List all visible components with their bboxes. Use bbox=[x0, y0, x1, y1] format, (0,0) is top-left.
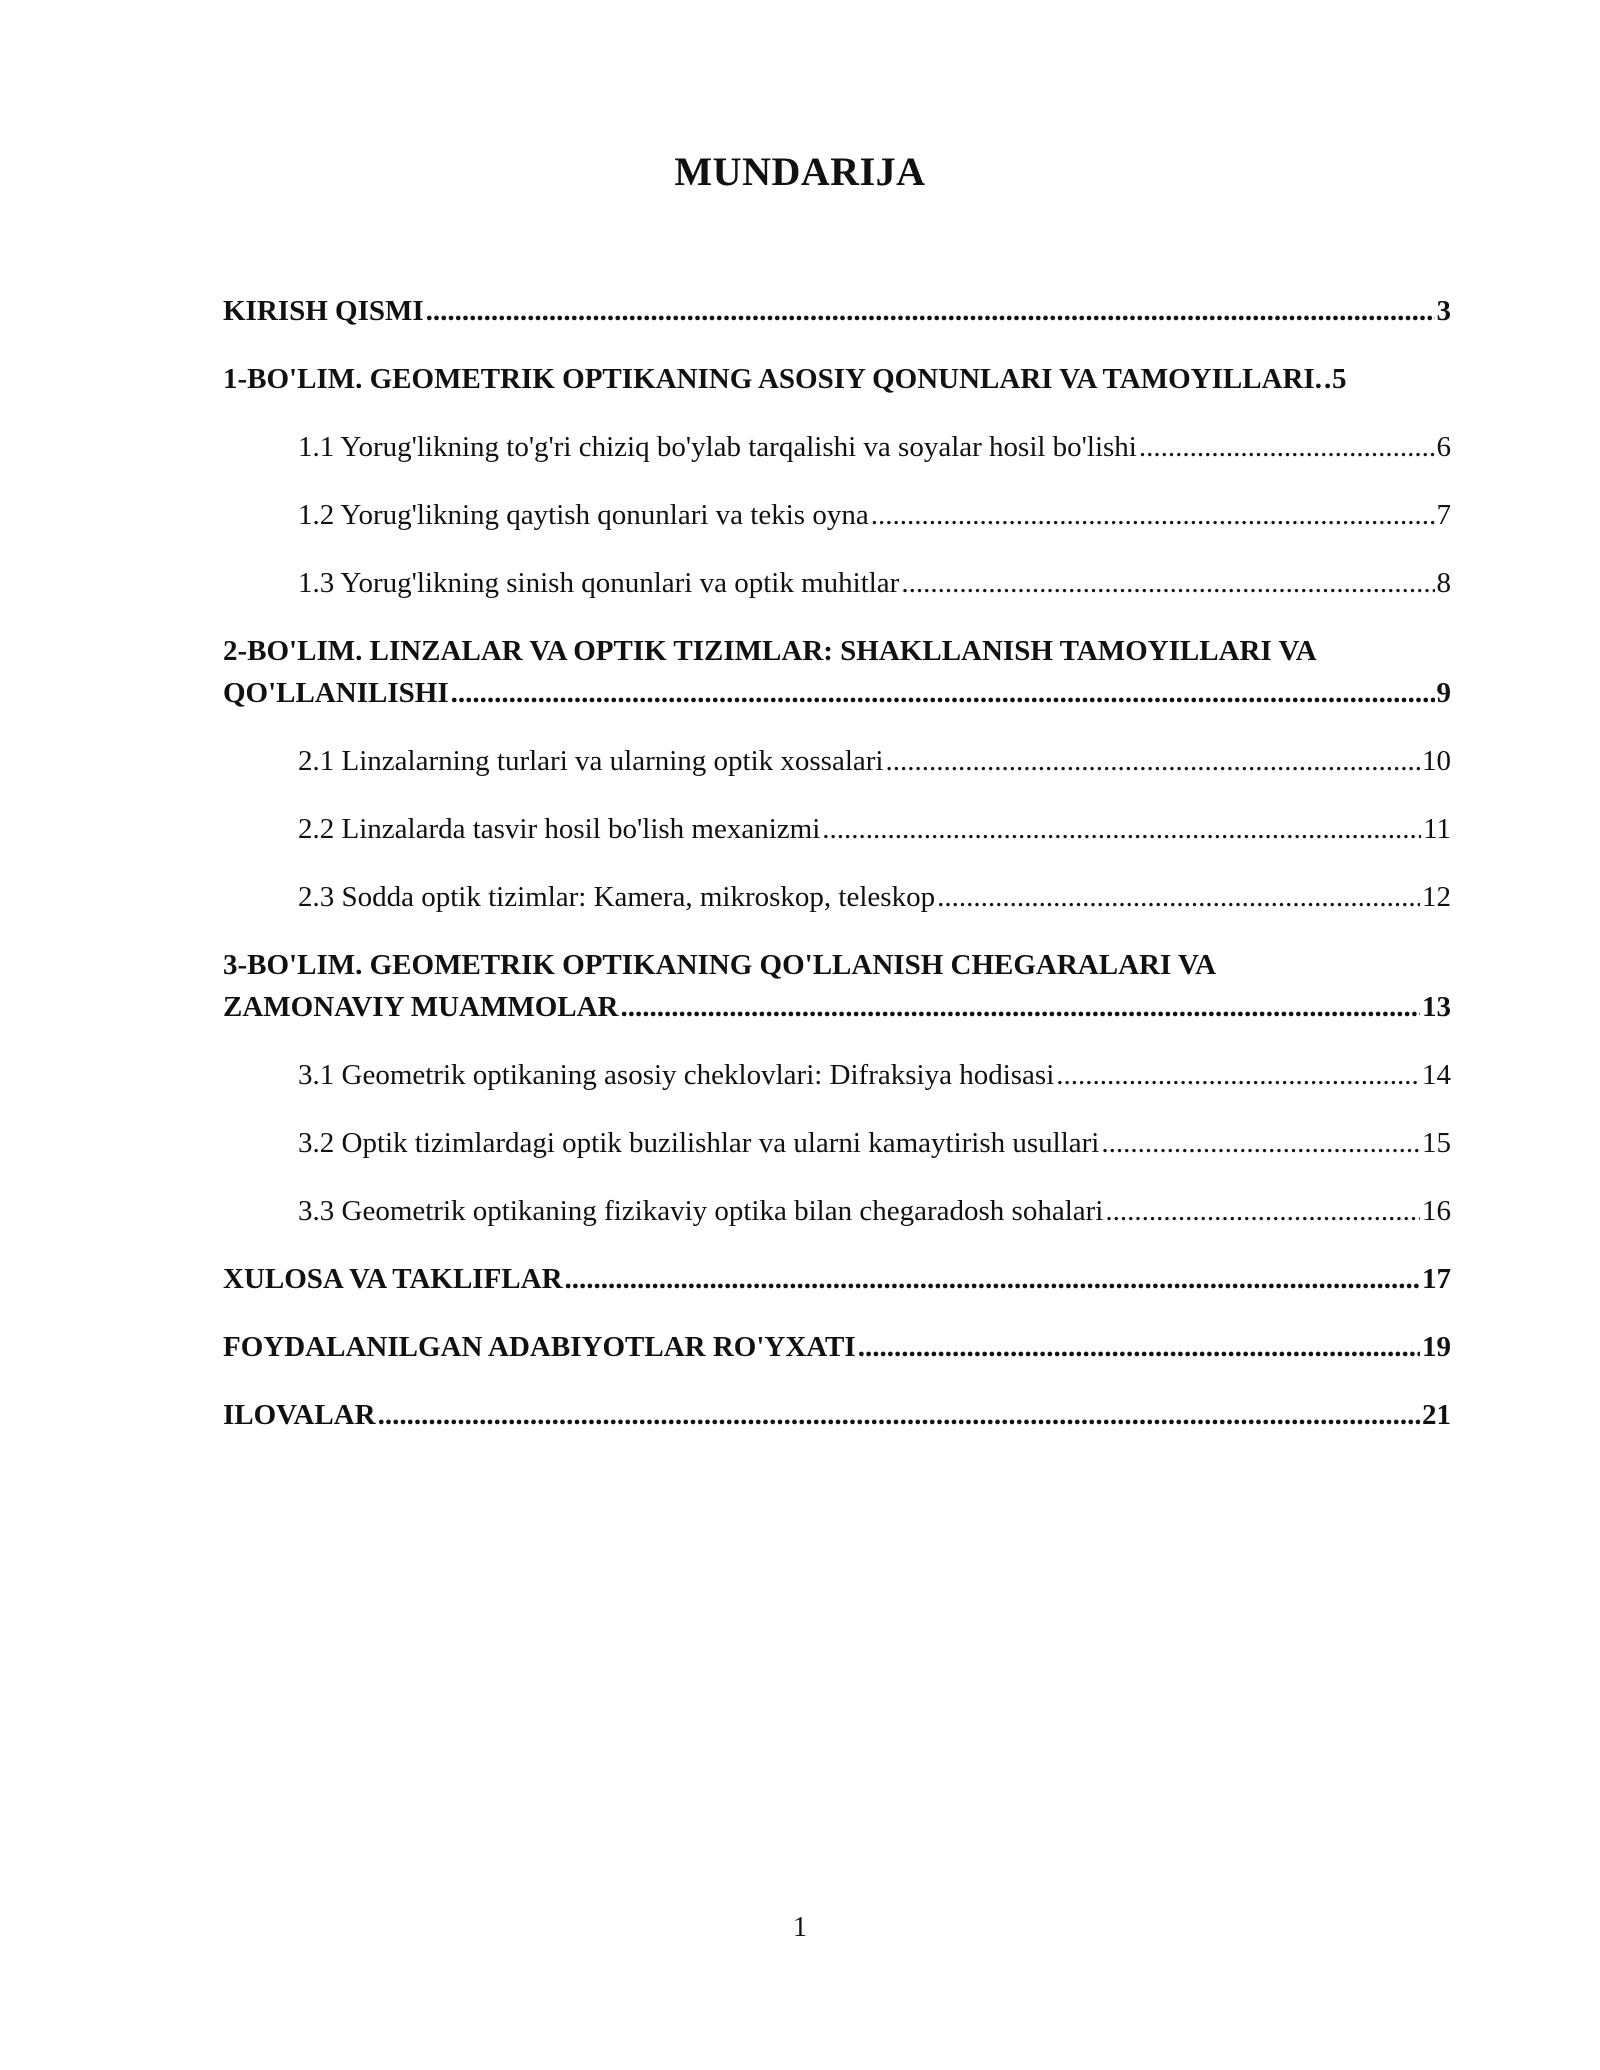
toc-entry-bolim-3[interactable] bbox=[223, 944, 1451, 1028]
toc-entry-text: 1.3 Yorug'likning sinish qonunlari va optik muhitlar bbox=[298, 567, 900, 599]
toc-entry-text: 2.3 Sodda optik tizimlar: Kamera, mikroskop, teleskop bbox=[298, 881, 936, 913]
toc-entry-text: 2.1 Linzalarning turlari va ularning optik xossalari bbox=[298, 745, 884, 777]
toc-entry-text: XULOSA VA TAKLIFLAR bbox=[223, 1263, 563, 1295]
toc-entry-1-1[interactable] bbox=[223, 426, 1451, 468]
dot-leader bbox=[1105, 1190, 1420, 1232]
dot-leader bbox=[378, 1394, 1420, 1436]
dot-leader bbox=[426, 290, 1435, 332]
dot-leader bbox=[885, 740, 1420, 782]
toc-entry-bolim-1[interactable] bbox=[223, 358, 1451, 400]
toc-entry-kirish[interactable] bbox=[223, 290, 1451, 332]
dot-leader bbox=[871, 494, 1435, 536]
toc-page-number: 19 bbox=[1422, 1331, 1451, 1363]
toc-entry-3-1[interactable] bbox=[223, 1054, 1451, 1096]
toc-page-number: 12 bbox=[1422, 881, 1451, 913]
toc-page-number: 9 bbox=[1436, 677, 1451, 709]
dot-leader bbox=[1139, 426, 1435, 468]
toc-page-number: 10 bbox=[1422, 745, 1451, 777]
toc-page-number: 15 bbox=[1422, 1127, 1451, 1159]
toc-entry-xulosa[interactable] bbox=[223, 1258, 1451, 1300]
toc-entry-2-2[interactable] bbox=[223, 808, 1451, 850]
toc-entry-1-3[interactable] bbox=[223, 562, 1451, 604]
toc-entry-2-3[interactable] bbox=[223, 876, 1451, 918]
toc-entry-bolim-2[interactable] bbox=[223, 630, 1451, 714]
toc-entry-text: 1.2 Yorug'likning qaytish qonunlari va tekis oyna bbox=[298, 499, 869, 531]
dot-leader bbox=[1056, 1054, 1420, 1096]
toc-entry-text-line1: 2-BO'LIM. LINZALAR VA OPTIK TIZIMLAR: SHAKLLANISH TAMOYILLARI VA bbox=[223, 635, 1317, 667]
toc-entry-text: 1.1 Yorug'likning to'g'ri chiziq bo'ylab tarqalishi va soyalar hosil bo'lishi bbox=[298, 431, 1137, 463]
toc-page-number: 14 bbox=[1422, 1059, 1451, 1091]
dot-leader bbox=[1324, 358, 1330, 400]
toc-page-number: 8 bbox=[1436, 567, 1451, 599]
page-number: 1 bbox=[793, 1912, 807, 1943]
toc-entry-text-line1: 3-BO'LIM. GEOMETRIK OPTIKANING QO'LLANISH CHEGARALARI VA bbox=[223, 949, 1217, 981]
dot-leader bbox=[822, 808, 1421, 850]
toc-entry-text: 2.2 Linzalarda tasvir hosil bo'lish mexanizmi bbox=[298, 813, 821, 845]
page-title: MUNDARIJA bbox=[674, 149, 926, 194]
toc-page-number: 3 bbox=[1436, 295, 1451, 327]
toc-entry-3-3[interactable] bbox=[223, 1190, 1451, 1232]
toc-entry-text: 1-BO'LIM. GEOMETRIK OPTIKANING ASOSIY QONUNLARI VA TAMOYILLARI. bbox=[223, 363, 1322, 395]
toc-page-number: 11 bbox=[1423, 813, 1451, 845]
toc-page-number: 6 bbox=[1436, 431, 1451, 463]
dot-leader bbox=[451, 672, 1435, 714]
toc-entry-text-line2: QO'LLANILISHI bbox=[223, 677, 449, 709]
dot-leader bbox=[901, 562, 1434, 604]
dot-leader bbox=[858, 1326, 1420, 1368]
toc-page-number: 21 bbox=[1422, 1399, 1451, 1431]
dot-leader bbox=[1101, 1122, 1420, 1164]
toc-entry-text: 3.2 Optik tizimlardagi optik buzilishlar va ularni kamaytirish usullari bbox=[298, 1127, 1100, 1159]
dot-leader bbox=[565, 1258, 1420, 1300]
toc-entry-text: KIRISH QISMI bbox=[223, 295, 424, 327]
toc-entry-text-line2: ZAMONAVIY MUAMMOLAR bbox=[223, 991, 619, 1023]
toc-entry-text: FOYDALANILGAN ADABIYOTLAR RO'YXATI bbox=[223, 1331, 856, 1363]
toc-entry-ilovalar[interactable] bbox=[223, 1394, 1451, 1436]
dot-leader bbox=[937, 876, 1420, 918]
toc-entry-3-2[interactable] bbox=[223, 1122, 1451, 1164]
toc-page-number: 17 bbox=[1422, 1263, 1451, 1295]
dot-leader bbox=[621, 986, 1421, 1028]
toc-page-number: 16 bbox=[1422, 1195, 1451, 1227]
toc-entry-text: ILOVALAR bbox=[223, 1399, 376, 1431]
toc-entry-adabiyotlar[interactable] bbox=[223, 1326, 1451, 1368]
toc-page-number: 13 bbox=[1422, 991, 1451, 1023]
toc-entry-text: 3.1 Geometrik optikaning asosiy cheklovlari: Difraksiya hodisasi bbox=[298, 1059, 1055, 1091]
table-of-contents bbox=[223, 290, 1451, 1462]
toc-page-number: 7 bbox=[1436, 499, 1451, 531]
toc-entry-2-1[interactable] bbox=[223, 740, 1451, 782]
toc-entry-1-2[interactable] bbox=[223, 494, 1451, 536]
toc-page-number: 5 bbox=[1331, 363, 1347, 395]
toc-entry-text: 3.3 Geometrik optikaning fizikaviy optika bilan chegaradosh sohalari bbox=[298, 1195, 1104, 1227]
